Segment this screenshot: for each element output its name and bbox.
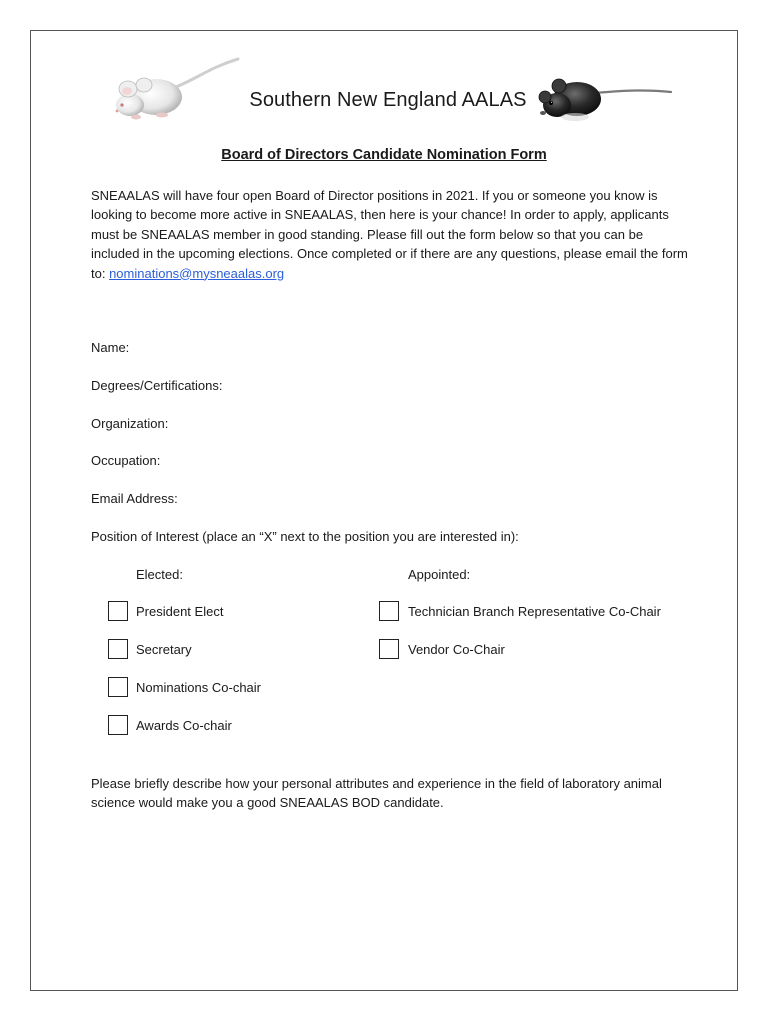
technician-branch-rep-checkbox[interactable] xyxy=(379,601,399,621)
describe-prompt: Please briefly describe how your personal attributes and experience in the field of laboratory animal science would make you a good SNEAALAS BOD candidate. xyxy=(91,776,662,811)
nominations-cochair-label: Nominations Co-chair xyxy=(136,680,261,695)
nominations-email-link[interactable]: nominations@mysneaalas.org xyxy=(109,265,285,281)
elected-heading: Elected: xyxy=(136,567,183,582)
appointed-heading: Appointed: xyxy=(408,567,471,582)
awards-cochair-checkbox[interactable] xyxy=(108,715,128,735)
secretary-checkbox[interactable] xyxy=(108,639,128,659)
vendor-cochair-checkbox[interactable] xyxy=(379,639,399,659)
nominations-cochair-checkbox[interactable] xyxy=(108,677,128,697)
position-instructions: Position of Interest (place an “X” next to the position you are interested in): xyxy=(91,529,519,544)
organization-title: Southern New England AALAS xyxy=(249,89,527,111)
president-elect-label: President Elect xyxy=(136,604,224,619)
president-elect-checkbox[interactable] xyxy=(108,601,128,621)
technician-branch-rep-label: Technician Branch Representative Co-Chair xyxy=(408,604,661,619)
name-field-label: Name: xyxy=(91,340,130,355)
form-title: Board of Directors Candidate Nomination Form xyxy=(221,147,547,163)
degrees-field-label: Degrees/Certifications: xyxy=(91,378,223,393)
occupation-field-label: Occupation: xyxy=(91,453,161,468)
vendor-cochair-label: Vendor Co-Chair xyxy=(408,642,505,657)
awards-cochair-label: Awards Co-chair xyxy=(136,718,232,733)
secretary-label: Secretary xyxy=(136,642,192,657)
intro-text: SNEAALAS will have four open Board of Director positions in 2021. If you or someone you know is looking to become more active in SNEAALAS, then here is your chance! In order to apply, applicants must be SNEAALAS member in good standing. Please fill out the form below so that you can be included in the upcoming elections. Once completed or if there are any questions, please email the form to: xyxy=(91,188,688,281)
intro-paragraph xyxy=(91,186,691,283)
email-field-label: Email Address: xyxy=(91,491,178,506)
organization-field-label: Organization: xyxy=(91,416,169,431)
form-page xyxy=(30,30,738,991)
